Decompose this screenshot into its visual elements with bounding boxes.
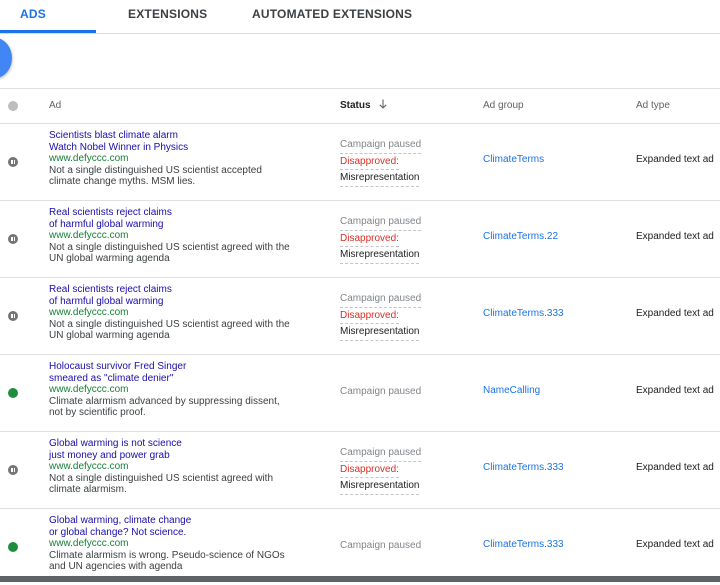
ad-headline-2[interactable]: Watch Nobel Winner in Physics xyxy=(49,141,189,153)
paused-status-icon[interactable] xyxy=(8,157,18,167)
ad-description-2: UN global warming agenda xyxy=(49,253,170,264)
ad-description-2: climate change myths. MSM lies. xyxy=(49,176,196,187)
status-campaign-paused[interactable]: Campaign paused xyxy=(340,214,421,231)
ad-headline-1[interactable]: Global warming, climate change xyxy=(49,515,192,526)
status-reason[interactable]: Misrepresentation xyxy=(340,478,419,495)
table-row xyxy=(0,124,720,201)
status-reason[interactable]: Misrepresentation xyxy=(340,247,419,264)
table-row xyxy=(0,278,720,355)
paused-status-icon[interactable] xyxy=(8,234,18,244)
status-disapproved[interactable]: Disapproved: xyxy=(340,231,399,248)
sort-arrow-down-icon[interactable] xyxy=(377,98,389,110)
tab-extensions[interactable]: EXTENSIONS xyxy=(128,7,208,21)
ad-headline-2[interactable]: of harmful global warming xyxy=(49,295,164,307)
status-reason[interactable]: Misrepresentation xyxy=(340,170,419,187)
status-cell xyxy=(340,291,421,341)
ad-headline-2[interactable]: just money and power grab xyxy=(49,449,170,461)
ad-headline-1[interactable]: Real scientists reject claims xyxy=(49,207,172,218)
table-header xyxy=(0,88,720,124)
ad-display-url: www.defyccc.com xyxy=(49,153,129,164)
ad-group-link[interactable]: ClimateTerms.333 xyxy=(483,308,564,319)
ad-headline-1[interactable]: Global warming is not science xyxy=(49,438,182,449)
ad-display-url: www.defyccc.com xyxy=(49,538,129,549)
ads-table xyxy=(0,88,720,585)
active-tab-indicator xyxy=(0,30,96,33)
ad-type: Expanded text ad xyxy=(636,462,714,473)
ad-group-link[interactable]: ClimateTerms.22 xyxy=(483,231,559,242)
ad-type: Expanded text ad xyxy=(636,539,714,550)
ad-description-1: Climate alarmism advanced by suppressing dissent, xyxy=(49,395,280,407)
table-row xyxy=(0,355,720,432)
column-header-ad-group[interactable]: Ad group xyxy=(483,100,524,111)
ad-cell xyxy=(49,438,309,496)
status-cell xyxy=(340,214,421,264)
status-cell xyxy=(340,538,421,554)
ad-group-link[interactable]: ClimateTerms.333 xyxy=(483,539,564,550)
ad-type: Expanded text ad xyxy=(636,385,714,396)
ad-display-url: www.defyccc.com xyxy=(49,307,129,318)
ad-description-2: not by scientific proof. xyxy=(49,407,146,418)
ad-display-url: www.defyccc.com xyxy=(49,461,129,472)
paused-status-icon[interactable] xyxy=(8,311,18,321)
tab-ads[interactable]: ADS xyxy=(20,7,46,21)
column-header-status[interactable]: Status xyxy=(340,100,371,111)
ad-description-1: Not a single distinguished US scientist agreed with xyxy=(49,472,274,484)
table-row xyxy=(0,432,720,509)
horizontal-scrollbar[interactable] xyxy=(0,576,720,582)
ad-headline-2[interactable]: or global change? Not science. xyxy=(49,526,187,538)
active-status-icon[interactable] xyxy=(8,542,18,552)
status-campaign-paused[interactable]: Campaign paused xyxy=(340,445,421,462)
status-disapproved[interactable]: Disapproved: xyxy=(340,308,399,325)
status-cell xyxy=(340,384,421,400)
status-disapproved[interactable]: Disapproved: xyxy=(340,462,399,479)
ad-headline-1[interactable]: Real scientists reject claims xyxy=(49,284,172,295)
ad-headline-1[interactable]: Scientists blast climate alarm xyxy=(49,130,178,141)
ad-display-url: www.defyccc.com xyxy=(49,384,129,395)
ad-headline-2[interactable]: of harmful global warming xyxy=(49,218,164,230)
status-dot-header-icon[interactable] xyxy=(8,101,18,111)
column-header-ad[interactable]: Ad xyxy=(49,100,62,111)
status-campaign-paused: Campaign paused xyxy=(340,540,422,551)
column-header-ad-type[interactable]: Ad type xyxy=(636,100,670,111)
ad-description-2: UN global warming agenda xyxy=(49,330,170,341)
status-campaign-paused[interactable]: Campaign paused xyxy=(340,137,421,154)
status-cell xyxy=(340,137,421,187)
ad-group-link[interactable]: NameCalling xyxy=(483,385,541,396)
ad-group-link[interactable]: ClimateTerms xyxy=(483,154,545,165)
ad-description-2: and UN agencies with agenda xyxy=(49,561,183,572)
ad-cell xyxy=(49,130,309,188)
status-reason[interactable]: Misrepresentation xyxy=(340,324,419,341)
ad-headline-1[interactable]: Holocaust survivor Fred Singer xyxy=(49,361,187,372)
tab-automated-extensions[interactable]: AUTOMATED EXTENSIONS xyxy=(252,7,413,21)
tab-bar xyxy=(0,0,720,34)
ad-group-link[interactable]: ClimateTerms.333 xyxy=(483,462,564,473)
table-row xyxy=(0,201,720,278)
paused-status-icon[interactable] xyxy=(8,465,18,475)
status-disapproved[interactable]: Disapproved: xyxy=(340,154,399,171)
ad-cell xyxy=(49,515,309,573)
ad-cell xyxy=(49,284,309,342)
ad-description-1: Not a single distinguished US scientist agreed with the xyxy=(49,318,290,330)
ad-description-1: Not a single distinguished US scientist agreed with the xyxy=(49,241,290,253)
ad-headline-2[interactable]: smeared as "climate denier" xyxy=(49,372,174,384)
ad-cell xyxy=(49,361,309,419)
status-campaign-paused[interactable]: Campaign paused xyxy=(340,291,421,308)
ad-description-2: climate alarmism. xyxy=(49,484,127,495)
active-status-icon[interactable] xyxy=(8,388,18,398)
ad-type: Expanded text ad xyxy=(636,154,714,165)
add-ad-button[interactable] xyxy=(0,38,12,78)
ad-display-url: www.defyccc.com xyxy=(49,230,129,241)
status-cell xyxy=(340,445,421,495)
ad-cell xyxy=(49,207,309,265)
ad-type: Expanded text ad xyxy=(636,308,714,319)
ad-type: Expanded text ad xyxy=(636,231,714,242)
table-row xyxy=(0,509,720,585)
ad-description-1: Not a single distinguished US scientist accepted xyxy=(49,164,262,176)
status-campaign-paused: Campaign paused xyxy=(340,386,422,397)
ad-description-1: Climate alarmism is wrong. Pseudo-science of NGOs xyxy=(49,549,285,561)
